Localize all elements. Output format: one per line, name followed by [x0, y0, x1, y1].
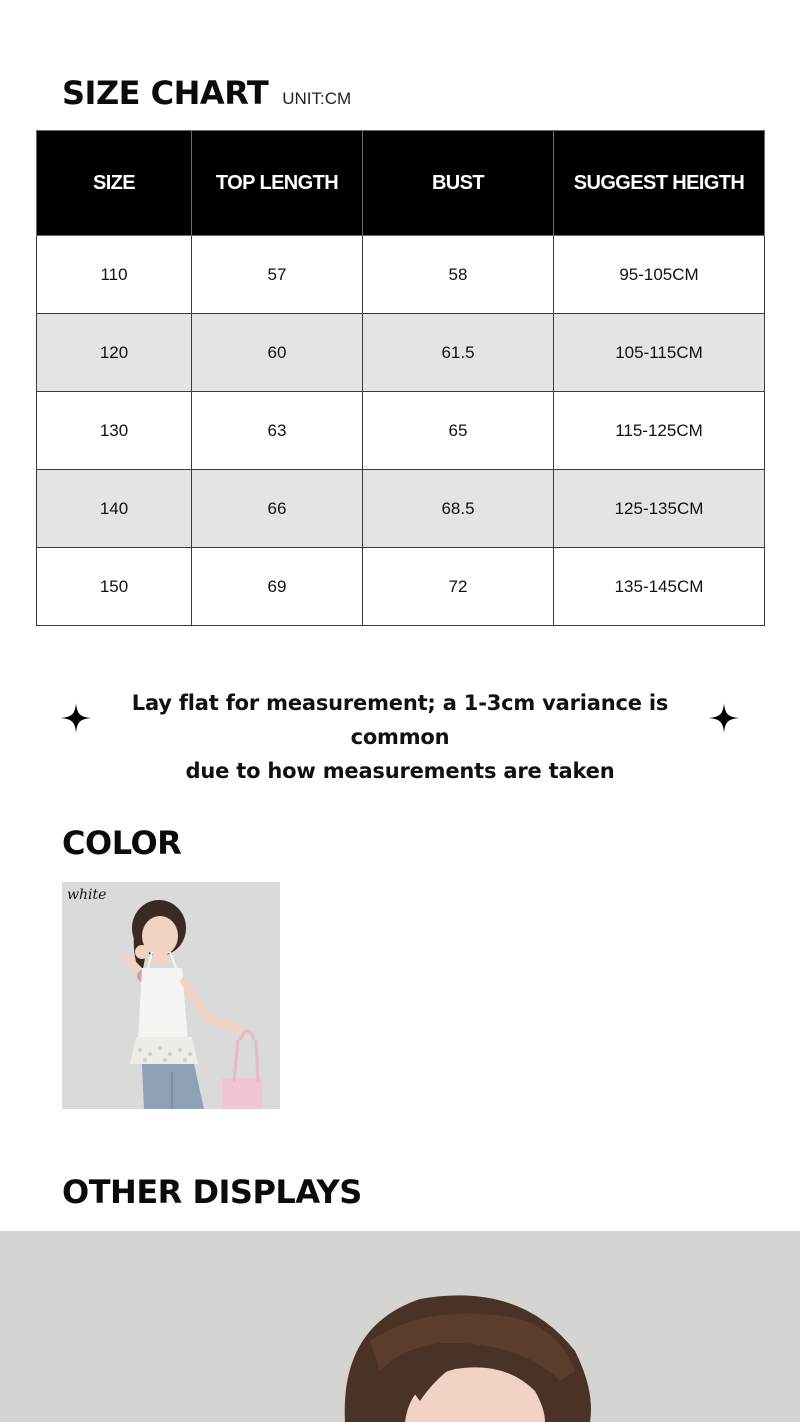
cell-suggest-height: 105-115CM — [554, 314, 765, 392]
table-row — [37, 236, 765, 314]
cell-top-length: 66 — [192, 470, 363, 548]
cell-bust: 72 — [363, 548, 554, 626]
cell-size: 120 — [37, 314, 192, 392]
color-swatch-label: white — [67, 887, 107, 903]
table-row — [37, 392, 765, 470]
size-chart-unit: UNIT:CM — [282, 89, 352, 108]
column-header-bust: BUST — [363, 131, 554, 236]
column-header-top-length: TOP LENGTH — [192, 131, 363, 236]
measurement-note-line-2: due to how measurements are taken — [185, 759, 615, 783]
sparkle-icon — [61, 703, 91, 733]
table-row — [37, 314, 765, 392]
cell-bust: 68.5 — [363, 470, 554, 548]
column-header-suggest-height: SUGGEST HEIGTH — [554, 131, 765, 236]
size-chart-title: SIZE CHART — [62, 74, 269, 112]
color-swatch-white[interactable] — [62, 882, 280, 1109]
other-displays-title: OTHER DISPLAYS — [62, 1173, 362, 1211]
table-row — [37, 470, 765, 548]
size-chart-table — [36, 130, 765, 626]
cell-size: 150 — [37, 548, 192, 626]
table-row — [37, 548, 765, 626]
display-photo — [0, 1231, 800, 1422]
measurement-note — [100, 686, 700, 788]
cell-size: 130 — [37, 392, 192, 470]
cell-suggest-height: 115-125CM — [554, 392, 765, 470]
size-chart-heading — [62, 74, 351, 112]
cell-top-length: 69 — [192, 548, 363, 626]
cell-top-length: 63 — [192, 392, 363, 470]
cell-suggest-height: 95-105CM — [554, 236, 765, 314]
cell-suggest-height: 125-135CM — [554, 470, 765, 548]
cell-suggest-height: 135-145CM — [554, 548, 765, 626]
cell-top-length: 57 — [192, 236, 363, 314]
cell-bust: 58 — [363, 236, 554, 314]
cell-bust: 65 — [363, 392, 554, 470]
cell-size: 110 — [37, 236, 192, 314]
measurement-note-line-1: Lay flat for measurement; a 1-3cm variance is common — [131, 691, 669, 749]
cell-size: 140 — [37, 470, 192, 548]
cell-bust: 61.5 — [363, 314, 554, 392]
column-header-size: SIZE — [37, 131, 192, 236]
table-header-row — [37, 131, 765, 236]
sparkle-icon — [709, 703, 739, 733]
model-photo — [0, 1231, 800, 1422]
cell-top-length: 60 — [192, 314, 363, 392]
color-section-title: COLOR — [62, 824, 182, 862]
product-photo-white — [62, 882, 280, 1109]
